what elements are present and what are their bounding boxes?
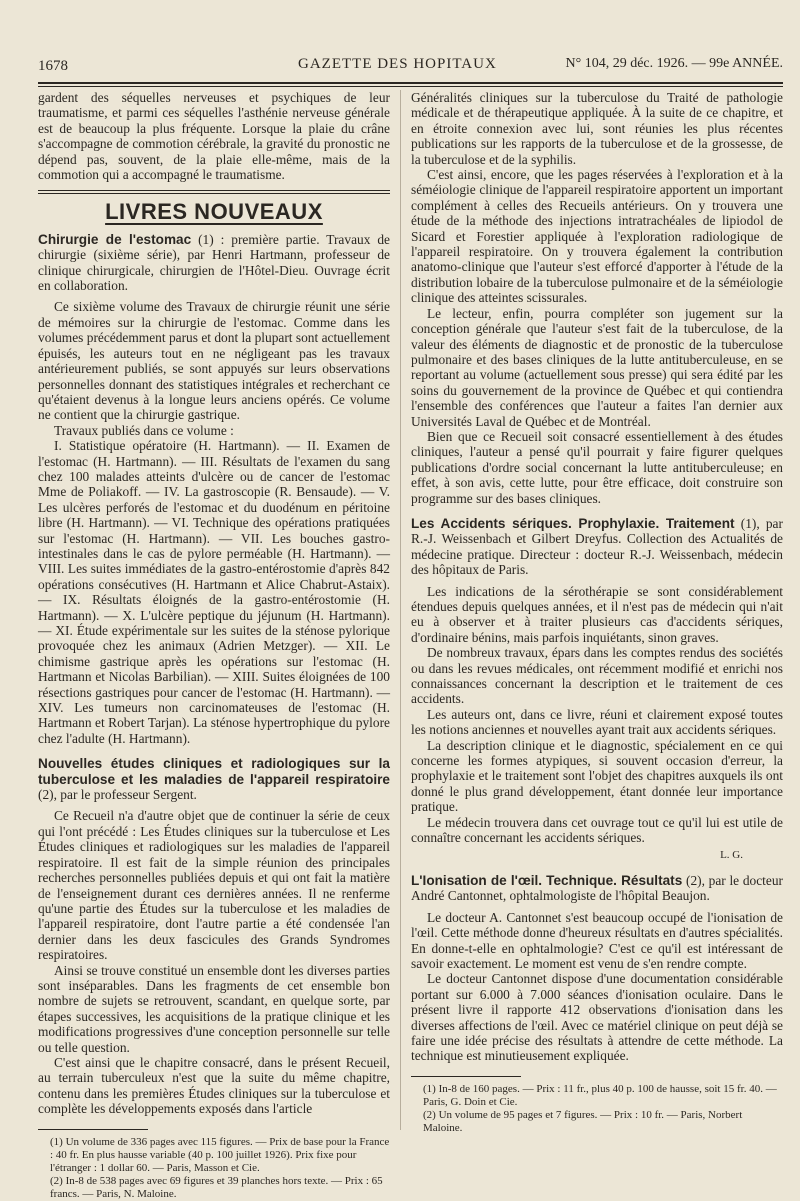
header-rule [38, 82, 783, 84]
paragraph: Le docteur A. Cantonnet s'est beaucoup occupé de l'ionisation de l'œil. Cette méthode donne d'heureux résultats en d'autres spécialités. En donne-t-elle en ophtalmologie? C'est ce qu'il est intéressant de savoir exactement. Le moment est venu de s'en rendre compte. [411, 909, 783, 971]
footnote: (1) In-8 de 160 pages. — Prix : 11 fr., plus 40 p. 100 de hausse, soit 15 fr. 40. — Paris, G. Doin et Cie. [423, 1082, 777, 1108]
paragraph: La description clinique et le diagnostic, spécialement en ce qui concerne les formes atypiques, si souvent occasion d'erreur, la prophylaxie et le traitement sont l'objet des chapitres auxquels ils ont donné le plus grand développement, étant donnée leur importance pratique. [411, 737, 783, 815]
column-divider [400, 90, 401, 1130]
footnote: (2) In-8 de 538 pages avec 69 figures et 39 planches hors texte. — Prix : 65 francs. — Paris, N. Maloine. [50, 1174, 383, 1200]
book-title: Les Accidents sériques. Prophylaxie. Traitement [411, 515, 735, 531]
paragraph: Le docteur Cantonnet dispose d'une documentation considérable portant sur 6.000 à 7.000 séances d'ionisation oculaire. Dans le présent livre il rapporte 412 observations d'ionisation dans les diverses affections de l'œil. Avec ce matériel clinique on peut déjà se faire une idée précise des résultats à attendre de cette méthode. La technique est minutieusement expliquée. [411, 971, 783, 1064]
section-rule [38, 190, 390, 191]
issue-info: N° 104, 29 déc. 1926. — 99e ANNÉE. [565, 56, 783, 71]
book-title: L'Ionisation de l'œil. Technique. Résultats [411, 872, 683, 888]
book-title: Nouvelles études cliniques et radiologiques sur la tuberculose et les maladies de l'appareil respiratoire [38, 756, 390, 787]
paragraph: I. Statistique opératoire (H. Hartmann). — II. Examen de l'estomac (H. Hartmann). — III. Résultats de l'examen du sang chez 100 malades atteints d'ulcère ou de cancer de l'estomac Mme de Poliakoff. — IV. La gastroscopie (R. Bensaude). — V. Les ulcères perforés de l'estomac et du duodénum en péritoine libre (H. Hartmann). — VI. Technique des opérations pratiquées sur l'estomac (H. Hartmann). — VII. Les bouches gastro-intestinales dans le cas de pylore perméable (H. Hartmann). — VIII. Les suites immédiates de la gastro-entérostomie d'après 842 opérations consécutives (H. Hartmann et Alice Chabrut-Astaix). — IX. Résultats éloignés de la gastro-entérostomie (H. Hartmann). — X. L'ulcère peptique du jéjunum (H. Hartmann). — XI. Étude expérimentale sur les suites de la sténose pylorique provoquée chez les animaux (Adrien Metzger). — XII. Le chimisme gastrique après les opérations sur l'estomac (H. Hartmann et Nicolas Barbilian). — XIII. Suites éloignées de 100 résections gastriques pour cancer de l'estomac (H. Hartmann). — XIV. Les tumeurs non carcinomateuses de l'estomac (H. Hartmann et Robert Tarjan). La sténose hypertrophique du pylore chez l'adulte (H. Hartmann). [38, 438, 390, 746]
book-entry-estomac [38, 232, 390, 746]
book-info: (2), par le professeur Sergent. [38, 787, 197, 803]
intro-paragraph: gardent des séquelles nerveuses et psychiques de leur traumatisme, et parmi ces séquelles l'asthénie nerveuse générale est de beaucoup la plus fréquente. Lorsque la plaie du crâne s'accompagne de commotion cérébrale, la gravité du pronostic ne dépend pas, souvent, de la plaie elle-même, mais de la commotion qui a accompagné le traumatisme. [38, 90, 390, 183]
paragraph: Ce Recueil n'a d'autre objet que de continuer la série de ceux qui l'ont précédé : Les Études cliniques sur la tuberculose et Les Études cliniques et radiologiques sur les maladies de l'appareil respiratoire. Il est fait de la simple réunion des principales recherches personnelles publiées depuis et qui ont fait la matière de l'enseignement durant ces dernières années. Il ne renferme qu'une partie des Études sur la tuberculose et les maladies de l'appareil respiratoire, dont l'autre partie a été condensée l'an dernier dans les deux fascicules des Grands Syndromes respiratoires. [38, 808, 390, 963]
book-entry-tuberculose [38, 756, 390, 1116]
paragraph: Bien que ce Recueil soit consacré essentiellement à des études cliniques, l'auteur a pensé qu'il pourrait y faire figurer quelques publications d'ordre social concernant la lutte antituberculeuse; en effet, à son avis, cette lutte, pour être efficace, doit construire son programme sur des bases cliniques. [411, 428, 783, 506]
book-info: (2), par le docteur André Cantonnet, ophtalmologiste de l'hôpital Beaujon. [411, 872, 783, 904]
page-number: 1678 [38, 58, 68, 74]
header-rule-thin [38, 86, 783, 87]
left-column [38, 90, 390, 1201]
paragraph: Le médecin trouvera dans cet ouvrage tout ce qu'il lui est utile de connaître concernant les accidents sériques. [411, 814, 783, 846]
paragraph: C'est ainsi, encore, que les pages réservées à l'exploration et à la séméiologie clinique de l'appareil respiratoire apportent un important complément à celles des Recueils antérieurs. On y trouvera une étude de la méthode des injections intratrachéales de lipiodol de Sicard et Forestier appliquée à l'exploration radiologique de l'appareil respiratoire. On y trouvera également la contribution anatomo-clinique que l'auteur s'est efforcé d'apporter à l'étude de la distribution lobaire de la tuberculose pulmonaire et de la séméiologie clinique des atteintes scissurales. [411, 167, 783, 306]
page-header [38, 50, 783, 80]
paragraph: Ce sixième volume des Travaux de chirurgie réunit une série de mémoires sur la chirurgie de l'estomac. Comme dans les volumes précédemment parus et dont la plupart sont actuellement épuisés, les auteurs tout en ne négligeant pas les travaux antérieurement publiés, se sont appuyés sur leurs observations personnelles donnant des statistiques intégrales et recherchant ce qu'étaient devenus à la longue leurs anciens opérés. Ce volume ne contient que la chirurgie gastrique. [38, 299, 390, 423]
book-entry-ionisation [411, 873, 783, 1064]
paragraph: Les auteurs ont, dans ce livre, réuni et clairement exposé toutes les notions anciennes et nouvelles ayant trait aux accidents sériques. [411, 706, 783, 738]
book-info: (1) : première partie. Travaux de chirurgie (sixième série), par Henri Hartmann, professeur de clinique chirurgicale, chirurgien de l'Hôtel-Dieu. Ouvrage écrit en collaboration. [38, 231, 390, 294]
section-title: LIVRES NOUVEAUX [105, 199, 323, 225]
footnote: (1) Un volume de 336 pages avec 115 figures. — Prix de base pour la France : 40 fr. En plus hausse variable (40 p. 100 juillet 1926). Prix fixe pour l'étranger : 1 dollar 60. — Paris, Masson et Cie. [50, 1135, 390, 1174]
paragraph: Ainsi se trouve constitué un ensemble dont les diverses parties sont inséparables. Dans les fragments de cet ensemble bon nombre de sujets se retrouvent, scandant, en quelque sorte, par étapes successives, les acquisitions de la pratique clinique et les modifications progressives d'une conception personnelle sur telle ou telle question. [38, 962, 390, 1055]
footnote: (2) Un volume de 95 pages et 7 figures. — Prix : 10 fr. — Paris, Norbert Maloine. [423, 1108, 743, 1134]
book-info: (1), par R.-J. Weissenbach et Gilbert Dreyfus. Collection des Actualités de médecine pratique. Directeur : docteur R.-J. Weissenbach, médecin des hôpitaux de Paris. [411, 515, 783, 578]
paragraph: Les indications de la sérothérapie se sont considérablement étendues depuis quelques années, et il n'est pas de médecin qui n'ait eu à observer et à traiter plusieurs cas d'accidents sériques, d'ordinaire bénins, mais parfois inquiétants, sinon graves. [411, 583, 783, 645]
signature: L. G. [720, 848, 743, 861]
paragraph: Le lecteur, enfin, pourra compléter son jugement sur la conception générale que l'auteur s'est fait de la tuberculose, de la valeur des éléments de diagnostic et de pronostic de la tuberculose pulmonaire et des bases cliniques de la lutte antituberculeuse, en se reportant au volume (actuellement sous presse) qui sera édité par les soins du gouvernement de la province de Québec et qui contiendra l'ensemble des conférences que l'auteur a faites l'an dernier aux Universités Laval de Québec et de Montréal. [411, 305, 783, 429]
book-title: Chirurgie de l'estomac [38, 231, 192, 247]
paragraph: De nombreux travaux, épars dans les comptes rendus des sociétés ou dans les revues médicales, ont récemment modifié et enrichi nos connaissances concernant la description et le traitement de ces accidents. [411, 645, 783, 707]
journal-title: GAZETTE DES HOPITAUX [298, 56, 497, 72]
section-rule-2 [38, 193, 390, 194]
right-column [411, 90, 783, 1135]
paragraph: C'est ainsi que le chapitre consacré, dans le présent Recueil, au terrain tuberculeux n'est que la suite du même chapitre, contenu dans les premières Études cliniques sur la tuberculose et complète les développements exposés dans l'article [38, 1054, 390, 1117]
paragraph: Généralités cliniques sur la tuberculose du Traité de pathologie médicale et de thérapeutique appliquée. À la suite de ce chapitre, et en étroite connexion avec lui, sont réunies les plus récentes publications sur les rapports de la tuberculose et de la grossesse, de la tuberculose et de la syphilis. [411, 90, 783, 167]
footnote-rule [411, 1076, 521, 1077]
book-entry-accidents-seriques [411, 516, 783, 863]
paragraph: Travaux publiés dans ce volume : [54, 422, 234, 438]
